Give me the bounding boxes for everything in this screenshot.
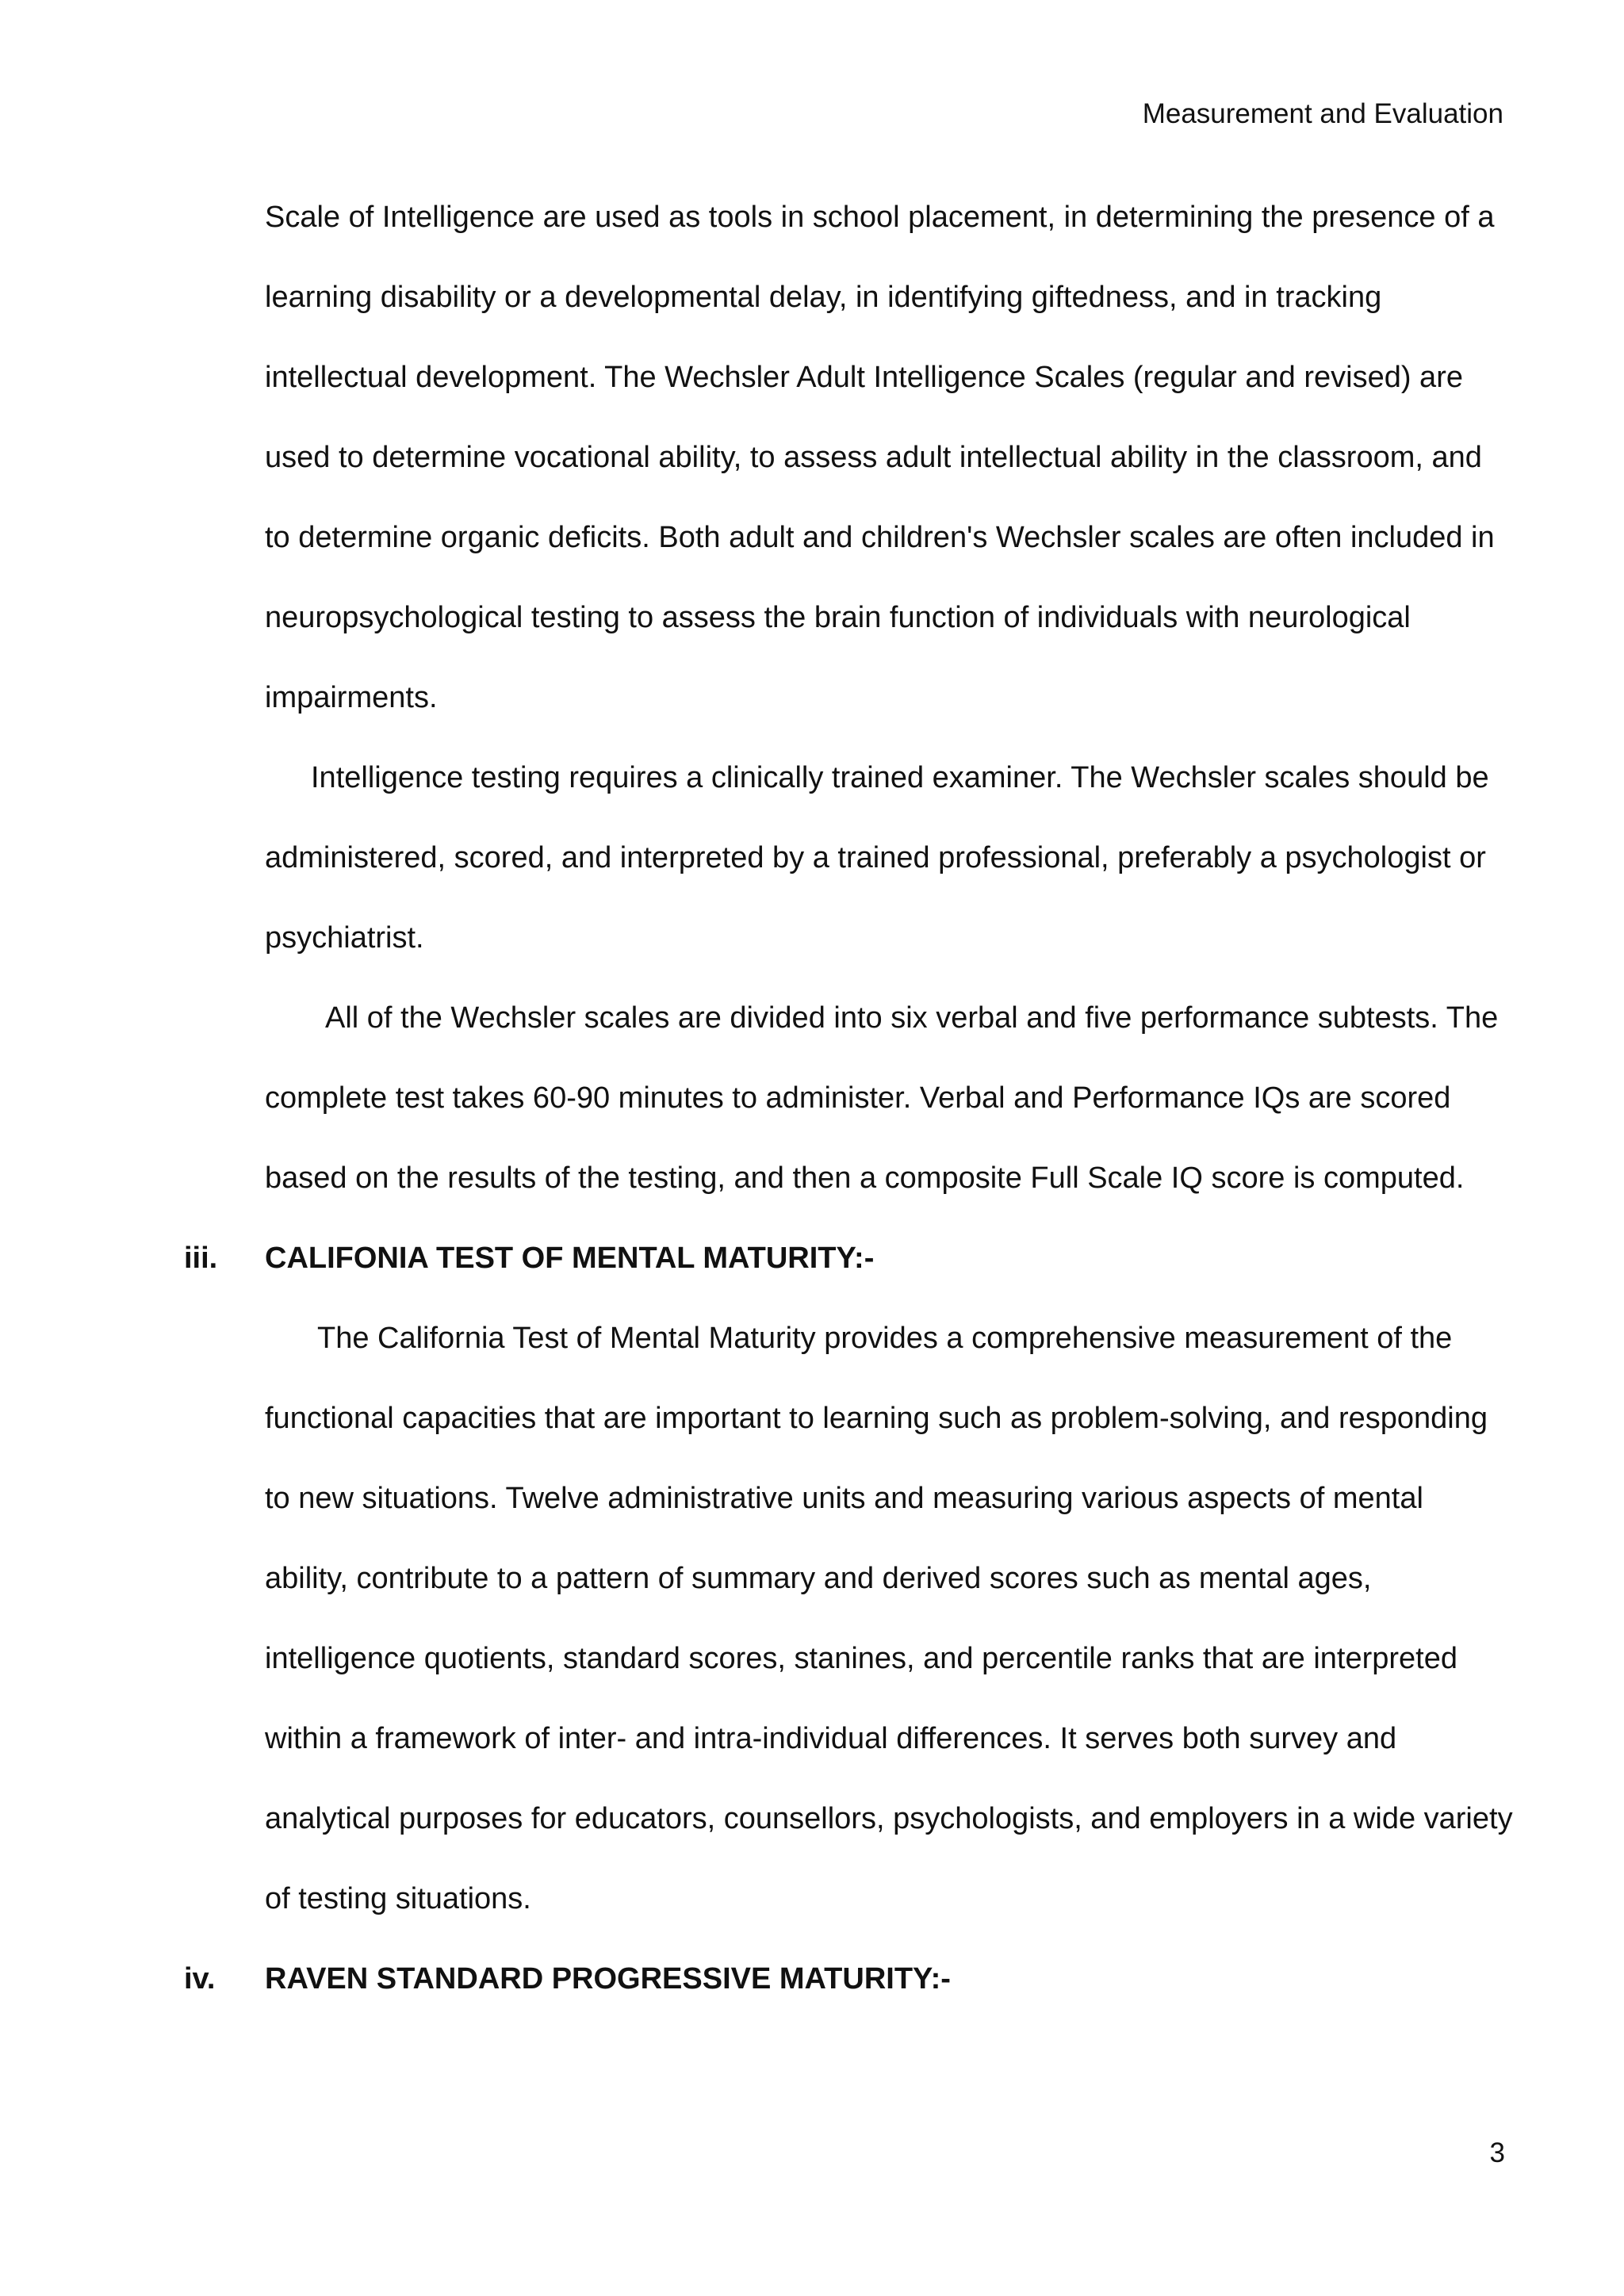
paragraph-2-line-3: psychiatrist. <box>265 921 424 955</box>
paragraph-3-line-1: All of the Wechsler scales are divided into six verbal and five performance subtests. The <box>325 1001 1499 1035</box>
paragraph-4-line-5: intelligence quotients, standard scores, stanines, and percentile ranks that are interpreted <box>265 1642 1458 1675</box>
section-iii-number: iii. <box>184 1242 218 1275</box>
paragraph-4-line-6: within a framework of inter- and intra-individual differences. It serves both survey and <box>265 1722 1397 1755</box>
paragraph-1-line-5: to determine organic deficits. Both adult and children's Wechsler scales are often included in <box>265 521 1495 554</box>
paragraph-4-line-3: to new situations. Twelve administrative units and measuring various aspects of mental <box>265 1482 1423 1515</box>
section-iii-title: CALIFONIA TEST OF MENTAL MATURITY:- <box>265 1242 875 1275</box>
page-number: 3 <box>1489 2137 1505 2168</box>
paragraph-2-line-2: administered, scored, and interpreted by a trained professional, preferably a psychologist or <box>265 841 1486 874</box>
paragraph-4-line-2: functional capacities that are important to learning such as problem-solving, and responding <box>265 1402 1488 1435</box>
paragraph-4-line-7: analytical purposes for educators, counsellors, psychologists, and employers in a wide variety <box>265 1802 1513 1835</box>
paragraph-3-line-2: complete test takes 60-90 minutes to administer. Verbal and Performance IQs are scored <box>265 1081 1451 1115</box>
paragraph-4-line-1: The California Test of Mental Maturity provides a comprehensive measurement of the <box>317 1322 1453 1355</box>
paragraph-1-line-6: neuropsychological testing to assess the brain function of individuals with neurological <box>265 601 1411 634</box>
paragraph-1-line-4: used to determine vocational ability, to assess adult intellectual ability in the classroom, and <box>265 441 1482 474</box>
paragraph-1-line-7: impairments. <box>265 681 438 714</box>
paragraph-1-line-1: Scale of Intelligence are used as tools in school placement, in determining the presence of a <box>265 201 1495 234</box>
paragraph-3-line-3: based on the results of the testing, and then a composite Full Scale IQ score is computed. <box>265 1161 1465 1195</box>
paragraph-1-line-3: intellectual development. The Wechsler Adult Intelligence Scales (regular and revised) are <box>265 361 1463 394</box>
section-iv-title: RAVEN STANDARD PROGRESSIVE MATURITY:- <box>265 1962 951 1996</box>
section-iv-number: iv. <box>184 1962 216 1996</box>
running-header: Measurement and Evaluation <box>1142 98 1503 129</box>
paragraph-2-line-1: Intelligence testing requires a clinically trained examiner. The Wechsler scales should be <box>311 761 1489 794</box>
paragraph-4-line-8: of testing situations. <box>265 1882 531 1915</box>
paragraph-4-line-4: ability, contribute to a pattern of summary and derived scores such as mental ages, <box>265 1562 1372 1595</box>
paragraph-1-line-2: learning disability or a developmental delay, in identifying giftedness, and in tracking <box>265 281 1382 314</box>
